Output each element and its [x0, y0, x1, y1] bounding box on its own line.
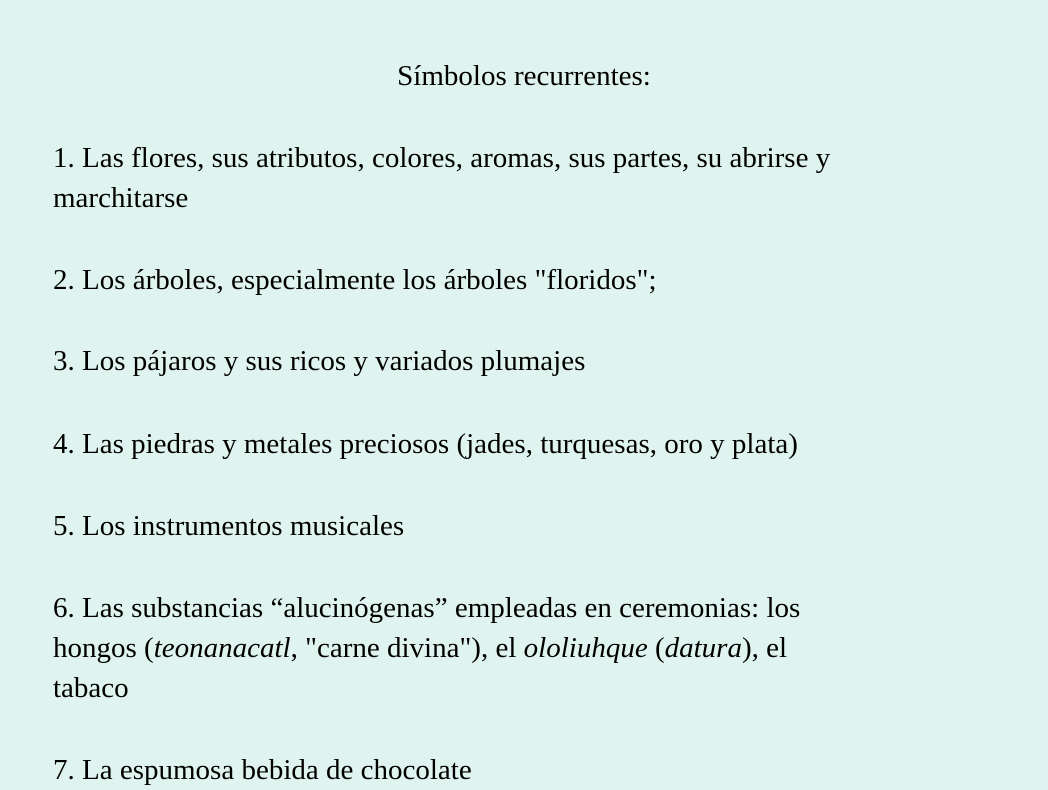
item-text: Los instrumentos musicales — [82, 510, 405, 542]
item-text: Las substancias “alucinógenas” empleadas en ceremonias: los — [82, 592, 801, 624]
list-item — [53, 260, 993, 300]
item-text: Los pájaros y sus ricos y variados plumajes — [82, 345, 586, 377]
item-text: La espumosa bebida de chocolate — [82, 754, 472, 786]
list-item — [53, 588, 993, 708]
item-text: Los árboles, especialmente los árboles "floridos"; — [82, 264, 657, 296]
italic-term-datura: datura — [664, 632, 742, 664]
list-item — [53, 138, 993, 218]
item-text-continued: tabaco — [53, 672, 129, 704]
item-number: 3. — [53, 345, 75, 377]
item-text: Las flores, sus atributos, colores, aromas, sus partes, su abrirse y — [82, 142, 831, 174]
list-item-line — [53, 588, 993, 628]
item-text: ), el — [741, 632, 788, 664]
italic-term-teonanacatl: teonanacatl — [153, 632, 291, 664]
item-text: ( — [647, 632, 665, 664]
list-item-line — [53, 138, 993, 178]
list-item-line — [53, 628, 993, 668]
item-text: Las piedras y metales preciosos (jades, turquesas, oro y plata) — [82, 428, 798, 460]
item-number: 2. — [53, 264, 75, 296]
item-text-continued: marchitarse — [53, 182, 189, 214]
item-text: hongos ( — [53, 632, 154, 664]
italic-term-ololiuhque: ololiuhque — [523, 632, 648, 664]
slide-title: Símbolos recurrentes: — [397, 60, 651, 92]
item-number: 4. — [53, 428, 75, 460]
list-item — [53, 506, 993, 546]
item-number: 5. — [53, 510, 75, 542]
item-number: 1. — [53, 142, 75, 174]
item-number: 6. — [53, 592, 75, 624]
item-number: 7. — [53, 754, 75, 786]
item-text: , "carne divina"), el — [290, 632, 524, 664]
list-item — [53, 424, 993, 464]
list-item — [53, 341, 993, 381]
list-item — [53, 750, 993, 790]
